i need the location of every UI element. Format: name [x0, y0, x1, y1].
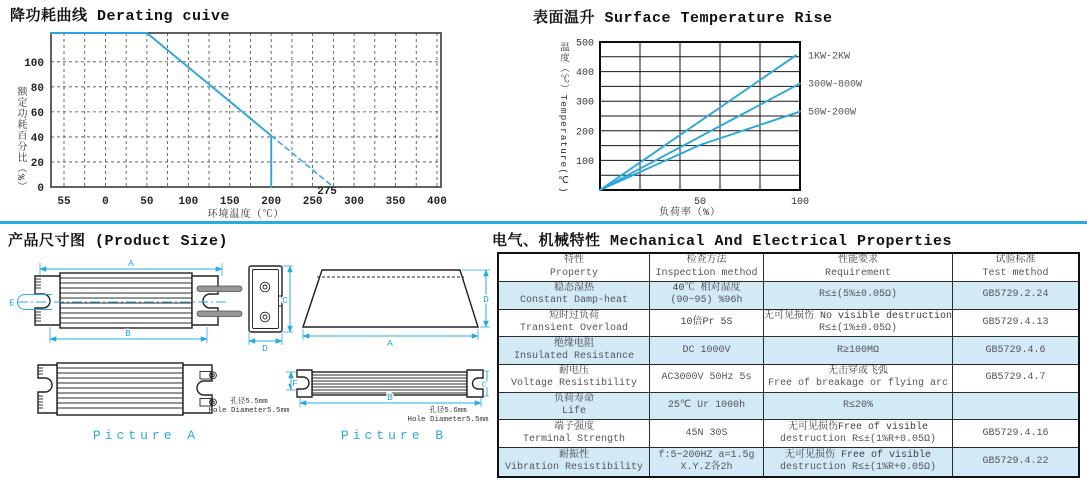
- temp-rise-x-tick-labels: [694, 197, 809, 208]
- drawing-end-view: [249, 266, 293, 354]
- x-tick-label: 400: [427, 196, 447, 208]
- x-tick-label: 100: [790, 197, 810, 208]
- drawing-side-view: [9, 258, 242, 343]
- table-cell: 无可见损伤 No visible destruction R≤±(1%±0.05Ω): [764, 310, 953, 338]
- table-cell: 25℃ Ur 1000h: [650, 393, 764, 421]
- picture-b-ribs: [312, 375, 467, 393]
- table-cell: 试验标准 Test method: [953, 254, 1078, 282]
- product-size-drawings: [0, 250, 490, 499]
- y-tick-label: 300: [575, 97, 594, 109]
- table-cell: AC3000V 50Hz 5s: [650, 365, 764, 393]
- properties-table: [497, 252, 1080, 478]
- y-tick-label: 500: [575, 38, 594, 50]
- table-cell: R≤20%: [764, 393, 953, 421]
- table-cell: 10倍Pr 5S: [650, 310, 764, 338]
- x-tick-label: 200: [261, 196, 282, 208]
- dim-label-b2: B: [387, 392, 393, 403]
- derating-section-title: 降功耗曲线 Derating cuive: [10, 8, 231, 25]
- x-tick-label: 100: [178, 196, 199, 208]
- dim-label-a2: A: [387, 338, 393, 349]
- picture-a-body: [57, 363, 183, 415]
- table-cell: 稳态湿热 Constant Damp-heat: [499, 282, 650, 310]
- series-50W-200W: [600, 112, 800, 190]
- temp-rise-legend: [808, 51, 862, 118]
- temp-rise-section-title: 表面温升 Surface Temperature Rise: [533, 10, 833, 27]
- derating-y-tick-labels: [24, 58, 44, 195]
- picture-b-hole-note-en: Hole Diameter5.5mm: [407, 416, 489, 424]
- series-derating-dashed-extension: [271, 136, 333, 187]
- table-cell: 端子强度 Terminal Strength: [499, 420, 650, 448]
- temp-rise-chart: [490, 28, 1087, 223]
- product-size-section-title: 产品尺寸图 (Product Size): [8, 233, 229, 250]
- table-cell: GB5729.2.24: [953, 282, 1078, 310]
- dim-label-c2: C: [481, 380, 487, 390]
- y-tick-label: 20: [30, 157, 44, 170]
- y-tick-label: 200: [575, 127, 594, 139]
- y-tick-label: 0: [37, 183, 44, 195]
- x-tick-label: 55: [57, 196, 71, 208]
- dim-label-d: D: [262, 343, 268, 354]
- table-cell: 耐振性 Vibration Resistibility: [499, 448, 650, 476]
- series-derating-flat-and-decline: [51, 33, 271, 136]
- table-cell: GB5729.4.16: [953, 420, 1078, 448]
- table-cell: GB5729.4.7: [953, 365, 1078, 393]
- x-tick-label: 250: [302, 196, 323, 208]
- dim-label-a: A: [128, 258, 134, 269]
- x-tick-label: 300: [344, 196, 364, 208]
- drawing-top-view: [303, 270, 490, 349]
- table-cell: 无可见损伤Free of visible destruction R≤±(1%R+0.05Ω): [764, 420, 953, 448]
- y-tick-label: 80: [30, 82, 44, 95]
- x-tick-label: 350: [385, 196, 406, 208]
- temp-rise-y-tick-labels: [576, 39, 594, 168]
- table-cell: 检查方法 Inspection method: [650, 254, 764, 282]
- table-cell: 耐电压 Voltage Resistibility: [499, 365, 650, 393]
- derating-plot-border: [51, 33, 441, 187]
- table-cell: GB5729.4.22: [953, 448, 1078, 476]
- dim-label-b: B: [125, 328, 131, 339]
- table-cell: 40℃ 相对湿度 (90~95) %96h: [650, 282, 764, 310]
- lower-lead-wire: [197, 311, 242, 317]
- temp-rise-series: [600, 55, 800, 190]
- table-cell: R≥100MΩ: [764, 337, 953, 365]
- legend-300W-800W: 300W-800W: [808, 79, 863, 91]
- legend-1KW-2KW: 1KW-2KW: [808, 51, 851, 63]
- properties-section-title: 电气、机械特性 Mechanical And Electrical Properties: [492, 233, 953, 250]
- table-cell: GB5729.4.13: [953, 310, 1078, 338]
- drawing-picture-b: [286, 370, 489, 443]
- y-tick-label: 40: [30, 132, 44, 145]
- x-tick-label: 0: [102, 196, 109, 208]
- x-tick-label: 50: [140, 196, 154, 208]
- derating-x-tick-labels: [57, 196, 446, 208]
- y-tick-label: 100: [24, 57, 44, 70]
- derating-series: [51, 33, 333, 187]
- upper-lead-wire: [197, 286, 242, 292]
- resistor-body: [60, 273, 192, 328]
- right-mount-tab: [192, 276, 218, 325]
- table-cell: 绝缘电阻 Insulated Resistance: [499, 337, 650, 365]
- picture-b-left-tab: [297, 370, 312, 397]
- dim-label-d2: D: [483, 294, 489, 305]
- table-cell: 无可见损伤 Free of visible destruction R≤±(1%R+0.05Ω): [764, 448, 953, 476]
- derating-chart: [0, 28, 470, 223]
- table-cell: [953, 393, 1078, 421]
- dim-label-f: F: [292, 378, 298, 389]
- temp-rise-y-axis-title: 温度（℃）Temperature(℃): [558, 42, 569, 194]
- x-tick-label: 50: [693, 197, 707, 208]
- table-cell: f:5~200HZ a=1.5g X.Y.Z各2h: [650, 448, 764, 476]
- picture-b-hole-note-zh: 孔径5.6mm: [429, 407, 467, 415]
- table-cell: 特性 Property: [499, 254, 650, 282]
- picture-a-left-tab: [38, 365, 57, 413]
- table-cell: GB5729.4.6: [953, 337, 1078, 365]
- y-tick-label: 400: [575, 68, 594, 80]
- table-cell: 45N 30S: [650, 420, 764, 448]
- table-cell: R≤±(5%±0.05Ω): [764, 282, 953, 310]
- derating-x-axis-title: 环境温度（℃）: [207, 210, 285, 221]
- table-cell: 短时过负荷 Transient Overload: [499, 310, 650, 338]
- picture-a-hole-note-zh: 孔径5.5mm: [230, 398, 268, 406]
- picture-a-caption: Picture A: [92, 428, 200, 443]
- derating-y-axis-title: 额定功耗百分比（%）: [14, 86, 25, 193]
- table-cell: DC 1000V: [650, 337, 764, 365]
- table-cell: 无击穿或飞弧 Free of breakage or flying arc: [764, 365, 953, 393]
- left-tab-hatching: [35, 279, 41, 321]
- dim-label-e: E: [9, 297, 15, 309]
- y-tick-label: 60: [30, 107, 44, 120]
- x-tick-label: 150: [219, 196, 240, 208]
- derating-gridlines: [51, 33, 441, 187]
- picture-b-caption: Picture B: [340, 428, 448, 443]
- trapezoid-body: [303, 270, 478, 327]
- table-cell: 负荷寿命 Life: [499, 393, 650, 421]
- picture-a-hole-note-en: Hole Diameter5.5mm: [208, 407, 290, 415]
- temp-rise-x-axis-title: 负荷率（%）: [658, 208, 722, 219]
- series-300W-800W: [600, 83, 800, 190]
- dim-label-c: C: [282, 295, 288, 306]
- legend-50W-200W: 50W-200W: [808, 107, 857, 119]
- picture-a-left-hatching: [38, 368, 43, 408]
- derating-annotation-275: 275: [317, 186, 337, 198]
- temp-rise-gridlines: [600, 42, 800, 190]
- table-cell: 性能要求 Requirement: [764, 254, 953, 282]
- drawing-picture-a: [38, 363, 290, 443]
- y-tick-label: 100: [575, 156, 594, 168]
